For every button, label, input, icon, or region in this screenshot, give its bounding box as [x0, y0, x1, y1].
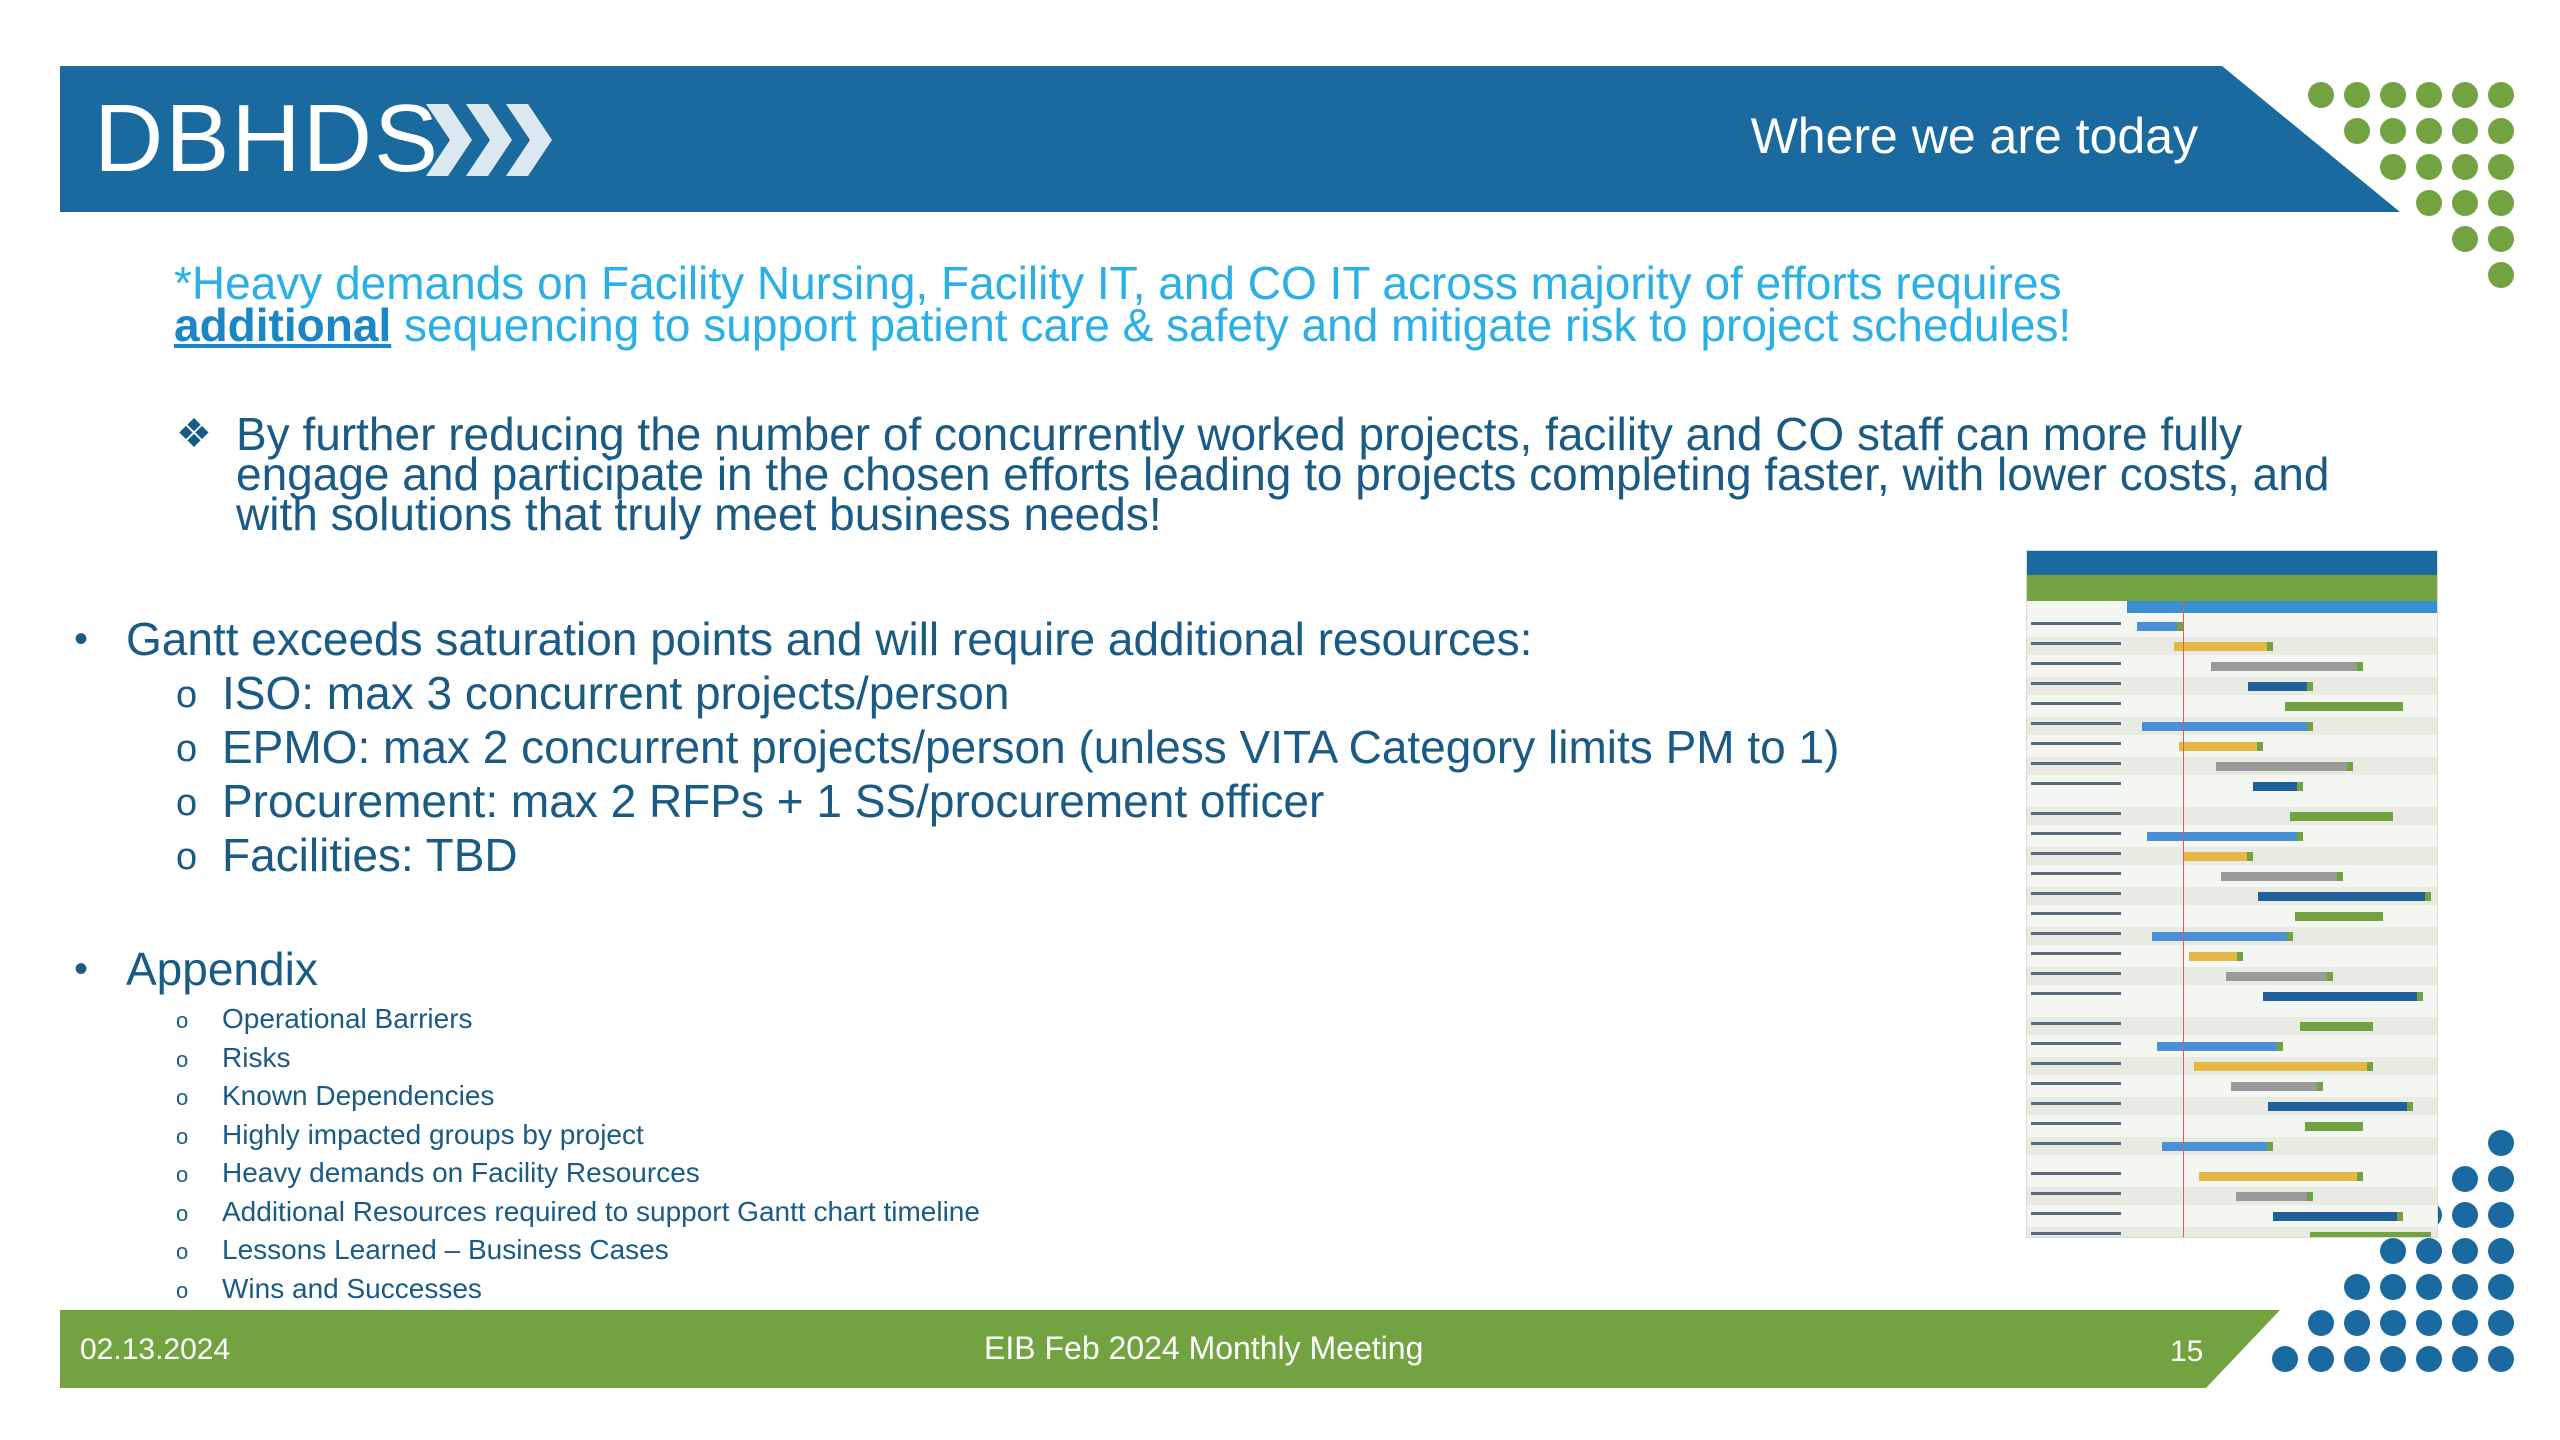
green-dot: [2308, 82, 2334, 108]
thumb-bar-end: [2337, 872, 2343, 881]
thumb-row-label: [2031, 722, 2121, 725]
thumb-row-label: [2031, 1212, 2121, 1215]
diamond-point: [176, 408, 2376, 540]
thumb-row-label: [2031, 682, 2121, 685]
blue-dot: [2416, 1274, 2442, 1300]
thumb-bar: [2300, 1022, 2367, 1031]
sub-bullet-icon: o: [176, 1162, 189, 1187]
list-item-text: EPMO: max 2 concurrent projects/person (unless VITA Category limits PM to 1): [222, 721, 1840, 773]
page-title: Where we are today: [1750, 108, 2198, 164]
green-dot: [2416, 82, 2442, 108]
green-dot: [2452, 154, 2478, 180]
gantt-saturation-list: [74, 612, 2024, 882]
blue-dot: [2488, 1346, 2514, 1372]
thumb-row-label: [2031, 1122, 2121, 1125]
heavy-demands-callout: [174, 257, 2324, 351]
list-item-text: ISO: max 3 concurrent projects/person: [222, 667, 1010, 719]
thumb-bar-end: [2307, 682, 2313, 691]
blue-dot: [2416, 1346, 2442, 1372]
thumb-row: [2027, 1187, 2437, 1205]
green-dot: [2344, 82, 2370, 108]
thumb-bar-end: [2307, 722, 2313, 731]
thumb-bar-end: [2347, 762, 2353, 771]
thumb-bar: [2231, 1082, 2317, 1091]
thumb-bar: [2248, 682, 2307, 691]
footer-title: EIB Feb 2024 Monthly Meeting: [984, 1330, 1424, 1366]
thumb-bar: [2295, 912, 2377, 921]
thumb-bar: [2179, 742, 2257, 751]
thumb-bar: [2142, 722, 2307, 731]
thumb-bar: [2184, 852, 2247, 861]
page-number: 15: [2170, 1335, 2204, 1368]
blue-dot: [2452, 1346, 2478, 1372]
thumb-bar: [2273, 1212, 2397, 1221]
blue-dot: [2488, 1202, 2514, 1228]
thumb-bar: [2157, 1042, 2277, 1051]
blue-dot: [2344, 1310, 2370, 1336]
green-dot: [2416, 190, 2442, 216]
appendix-item-text: Lessons Learned – Business Cases: [222, 1234, 669, 1265]
green-dot: [2380, 118, 2406, 144]
sub-bullet-icon: o: [176, 1046, 189, 1072]
dbhds-logo: DBHDS: [94, 85, 441, 192]
thumb-row-label: [2031, 812, 2121, 815]
thumb-row-label: [2031, 972, 2121, 975]
thumb-row: [2027, 1017, 2437, 1035]
thumb-bar-end: [2425, 1232, 2431, 1237]
thumb-row-label: [2031, 832, 2121, 835]
thumb-row-label: [2031, 1102, 2121, 1105]
thumb-row-label: [2031, 782, 2121, 785]
green-dot: [2452, 190, 2478, 216]
thumb-bar: [2211, 662, 2357, 671]
list-item: [74, 774, 2024, 828]
green-dot: [2380, 154, 2406, 180]
thumb-bar: [2305, 1122, 2357, 1131]
list-item-text: Facilities: TBD: [222, 829, 518, 881]
thumb-row-label: [2031, 622, 2121, 625]
thumb-bar-end: [2177, 622, 2183, 631]
blue-dot: [2380, 1274, 2406, 1300]
thumb-bar-end: [2357, 1122, 2363, 1131]
sub-bullet-icon: o: [176, 1239, 189, 1264]
sub-bullet-icon: o: [176, 782, 198, 824]
thumb-bar: [2221, 872, 2337, 881]
thumb-bar: [2268, 1102, 2407, 1111]
diamond-bullet-icon: ❖: [176, 412, 212, 456]
thumb-row-label: [2031, 1232, 2121, 1235]
blue-dot: [2416, 1238, 2442, 1264]
thumb-row-label: [2031, 1042, 2121, 1045]
thumb-row-label: [2031, 912, 2121, 915]
sub-bullet-icon: o: [176, 1200, 189, 1226]
callout-text-suffix: sequencing to support patient care & safety and mitigate risk to project schedules!: [391, 299, 2072, 351]
appendix-heading: Appendix: [126, 943, 318, 995]
thumb-bar-end: [2417, 992, 2423, 1001]
thumb-bar: [2216, 762, 2347, 771]
sub-bullet-icon: o: [176, 728, 198, 770]
green-dot: [2452, 226, 2478, 252]
thumb-bar-end: [2367, 1022, 2373, 1031]
sub-bullet-icon: o: [176, 674, 198, 716]
thumb-bar: [2137, 622, 2177, 631]
thumb-bar: [2290, 812, 2387, 821]
green-dot: [2344, 118, 2370, 144]
thumb-bar-end: [2297, 832, 2303, 841]
thumb-bar-end: [2407, 1102, 2413, 1111]
sub-bullet-icon: o: [176, 1277, 189, 1303]
thumb-row: [2027, 777, 2437, 795]
thumb-row: [2027, 617, 2437, 635]
thumb-row-label: [2031, 932, 2121, 935]
callout-emphasis: additional: [174, 299, 392, 351]
thumb-bar-end: [2387, 812, 2393, 821]
thumb-column-header: [2027, 575, 2437, 601]
thumb-row-label: [2031, 742, 2121, 745]
green-dot: [2416, 154, 2442, 180]
thumb-bar-end: [2317, 1082, 2323, 1091]
footer-date: 02.13.2024: [80, 1333, 231, 1366]
thumb-row-label: [2031, 1082, 2121, 1085]
thumb-bar-end: [2367, 1062, 2373, 1071]
thumb-row-label: [2031, 762, 2121, 765]
thumb-bar-end: [2357, 662, 2363, 671]
thumb-row-label: [2031, 892, 2121, 895]
thumb-bar-end: [2397, 1212, 2403, 1221]
green-dot: [2380, 82, 2406, 108]
appendix-item-text: Wins and Successes: [222, 1272, 482, 1304]
thumb-bar-end: [2357, 1172, 2363, 1181]
green-dot: [2452, 118, 2478, 144]
thumb-bar-end: [2267, 642, 2273, 651]
thumb-row-label: [2031, 1062, 2121, 1065]
blue-dot: [2488, 1130, 2514, 1156]
green-dot: [2416, 118, 2442, 144]
logo-arrows-icon: [426, 104, 576, 176]
thumb-row-label: [2031, 642, 2121, 645]
blue-dot: [2344, 1346, 2370, 1372]
appendix-item-text: Operational Barriers: [222, 1003, 473, 1034]
thumb-timeline-header: [2127, 601, 2437, 613]
thumb-bar-end: [2377, 912, 2383, 921]
blue-dot: [2488, 1238, 2514, 1264]
blue-dot: [2380, 1310, 2406, 1336]
diamond-point-text: By further reducing the number of concurrently worked projects, facility and CO staff can more fully engage and participate in the chosen efforts leading to projects completing faster, with lower costs, and with solutions that truly meet business needs!: [236, 408, 2330, 540]
gantt-chart-thumbnail: [2026, 550, 2438, 1238]
bullet-icon: •: [74, 947, 89, 991]
blue-dot: [2488, 1166, 2514, 1192]
blue-dot: [2452, 1310, 2478, 1336]
sub-bullet-icon: o: [176, 1008, 189, 1033]
thumb-bar-end: [2257, 742, 2263, 751]
appendix-item-text: Risks: [222, 1041, 291, 1073]
thumb-bar: [2226, 972, 2327, 981]
thumb-bar-end: [2287, 932, 2293, 941]
green-dot: [2488, 226, 2514, 252]
callout-text: *Heavy demands on Facility Nursing, Facility IT, and CO IT across majority of efforts requires: [174, 257, 2062, 309]
thumb-bar: [2199, 1172, 2357, 1181]
thumb-bar: [2253, 782, 2297, 791]
bullet-icon: •: [74, 617, 89, 661]
sub-bullet-icon: o: [176, 1085, 189, 1110]
thumb-bar: [2236, 1192, 2307, 1201]
thumb-row-label: [2031, 852, 2121, 855]
thumb-row-label: [2031, 662, 2121, 665]
gantt-thumbnail-graphic: [2027, 551, 2437, 1237]
thumb-bar: [2263, 992, 2417, 1001]
green-dot: [2488, 82, 2514, 108]
thumb-bar-end: [2297, 782, 2303, 791]
thumb-row-label: [2031, 1192, 2121, 1195]
thumb-bar: [2152, 932, 2287, 941]
blue-dot: [2488, 1310, 2514, 1336]
appendix-item-text: Known Dependencies: [222, 1080, 495, 1111]
thumb-bar: [2310, 1232, 2427, 1237]
list-item-text: Procurement: max 2 RFPs + 1 SS/procurement officer: [222, 775, 1325, 827]
list-item: [74, 666, 2024, 720]
gantt-heading-row: [74, 612, 2024, 666]
blue-dot: [2308, 1310, 2334, 1336]
blue-dot: [2344, 1274, 2370, 1300]
thumb-bar-end: [2307, 1192, 2313, 1201]
thumb-bar-end: [2277, 1042, 2283, 1051]
green-dot: [2488, 154, 2514, 180]
thumb-today-line: [2183, 601, 2184, 1237]
gantt-heading: Gantt exceeds saturation points and will require additional resources:: [126, 613, 1533, 665]
thumb-bar-end: [2397, 702, 2403, 711]
thumb-bar-end: [2327, 972, 2333, 981]
thumb-row-label: [2031, 992, 2121, 995]
thumb-bar-end: [2237, 952, 2243, 961]
thumb-row-label: [2031, 1172, 2121, 1175]
thumb-row: [2027, 677, 2437, 695]
appendix-item-text: Heavy demands on Facility Resources: [222, 1157, 700, 1188]
green-dot: [2488, 118, 2514, 144]
thumb-bar: [2189, 952, 2237, 961]
thumb-bar: [2285, 702, 2397, 711]
blue-dot: [2272, 1346, 2298, 1372]
thumb-row-label: [2031, 872, 2121, 875]
blue-dot: [2452, 1202, 2478, 1228]
blue-dot: [2452, 1274, 2478, 1300]
green-dot: [2488, 190, 2514, 216]
blue-dot: [2488, 1274, 2514, 1300]
green-dot: [2488, 262, 2514, 288]
thumb-header: [2027, 551, 2437, 575]
thumb-row-label: [2031, 1022, 2121, 1025]
sub-bullet-icon: o: [176, 836, 198, 878]
thumb-row: [2027, 1117, 2437, 1135]
thumb-bar-end: [2267, 1142, 2273, 1151]
blue-dot: [2308, 1346, 2334, 1372]
green-dot: [2452, 82, 2478, 108]
blue-dot: [2380, 1346, 2406, 1372]
list-item: [74, 720, 2024, 774]
appendix-item-text: Additional Resources required to support Gantt chart timeline: [222, 1195, 980, 1227]
sub-bullet-icon: o: [176, 1123, 189, 1149]
thumb-bar: [2174, 642, 2267, 651]
blue-dot: [2452, 1238, 2478, 1264]
thumb-bar: [2194, 1062, 2367, 1071]
thumb-row-label: [2031, 702, 2121, 705]
blue-dot: [2380, 1238, 2406, 1264]
blue-dot: [2452, 1166, 2478, 1192]
thumb-row-label: [2031, 1142, 2121, 1145]
thumb-bar-end: [2425, 892, 2431, 901]
thumb-bar-end: [2247, 852, 2253, 861]
thumb-bar: [2162, 1142, 2267, 1151]
appendix-item-text: Highly impacted groups by project: [222, 1118, 644, 1150]
thumb-bar: [2258, 892, 2427, 901]
list-item: [74, 828, 2024, 882]
blue-dot: [2416, 1310, 2442, 1336]
thumb-bar: [2147, 832, 2297, 841]
thumb-row-label: [2031, 952, 2121, 955]
